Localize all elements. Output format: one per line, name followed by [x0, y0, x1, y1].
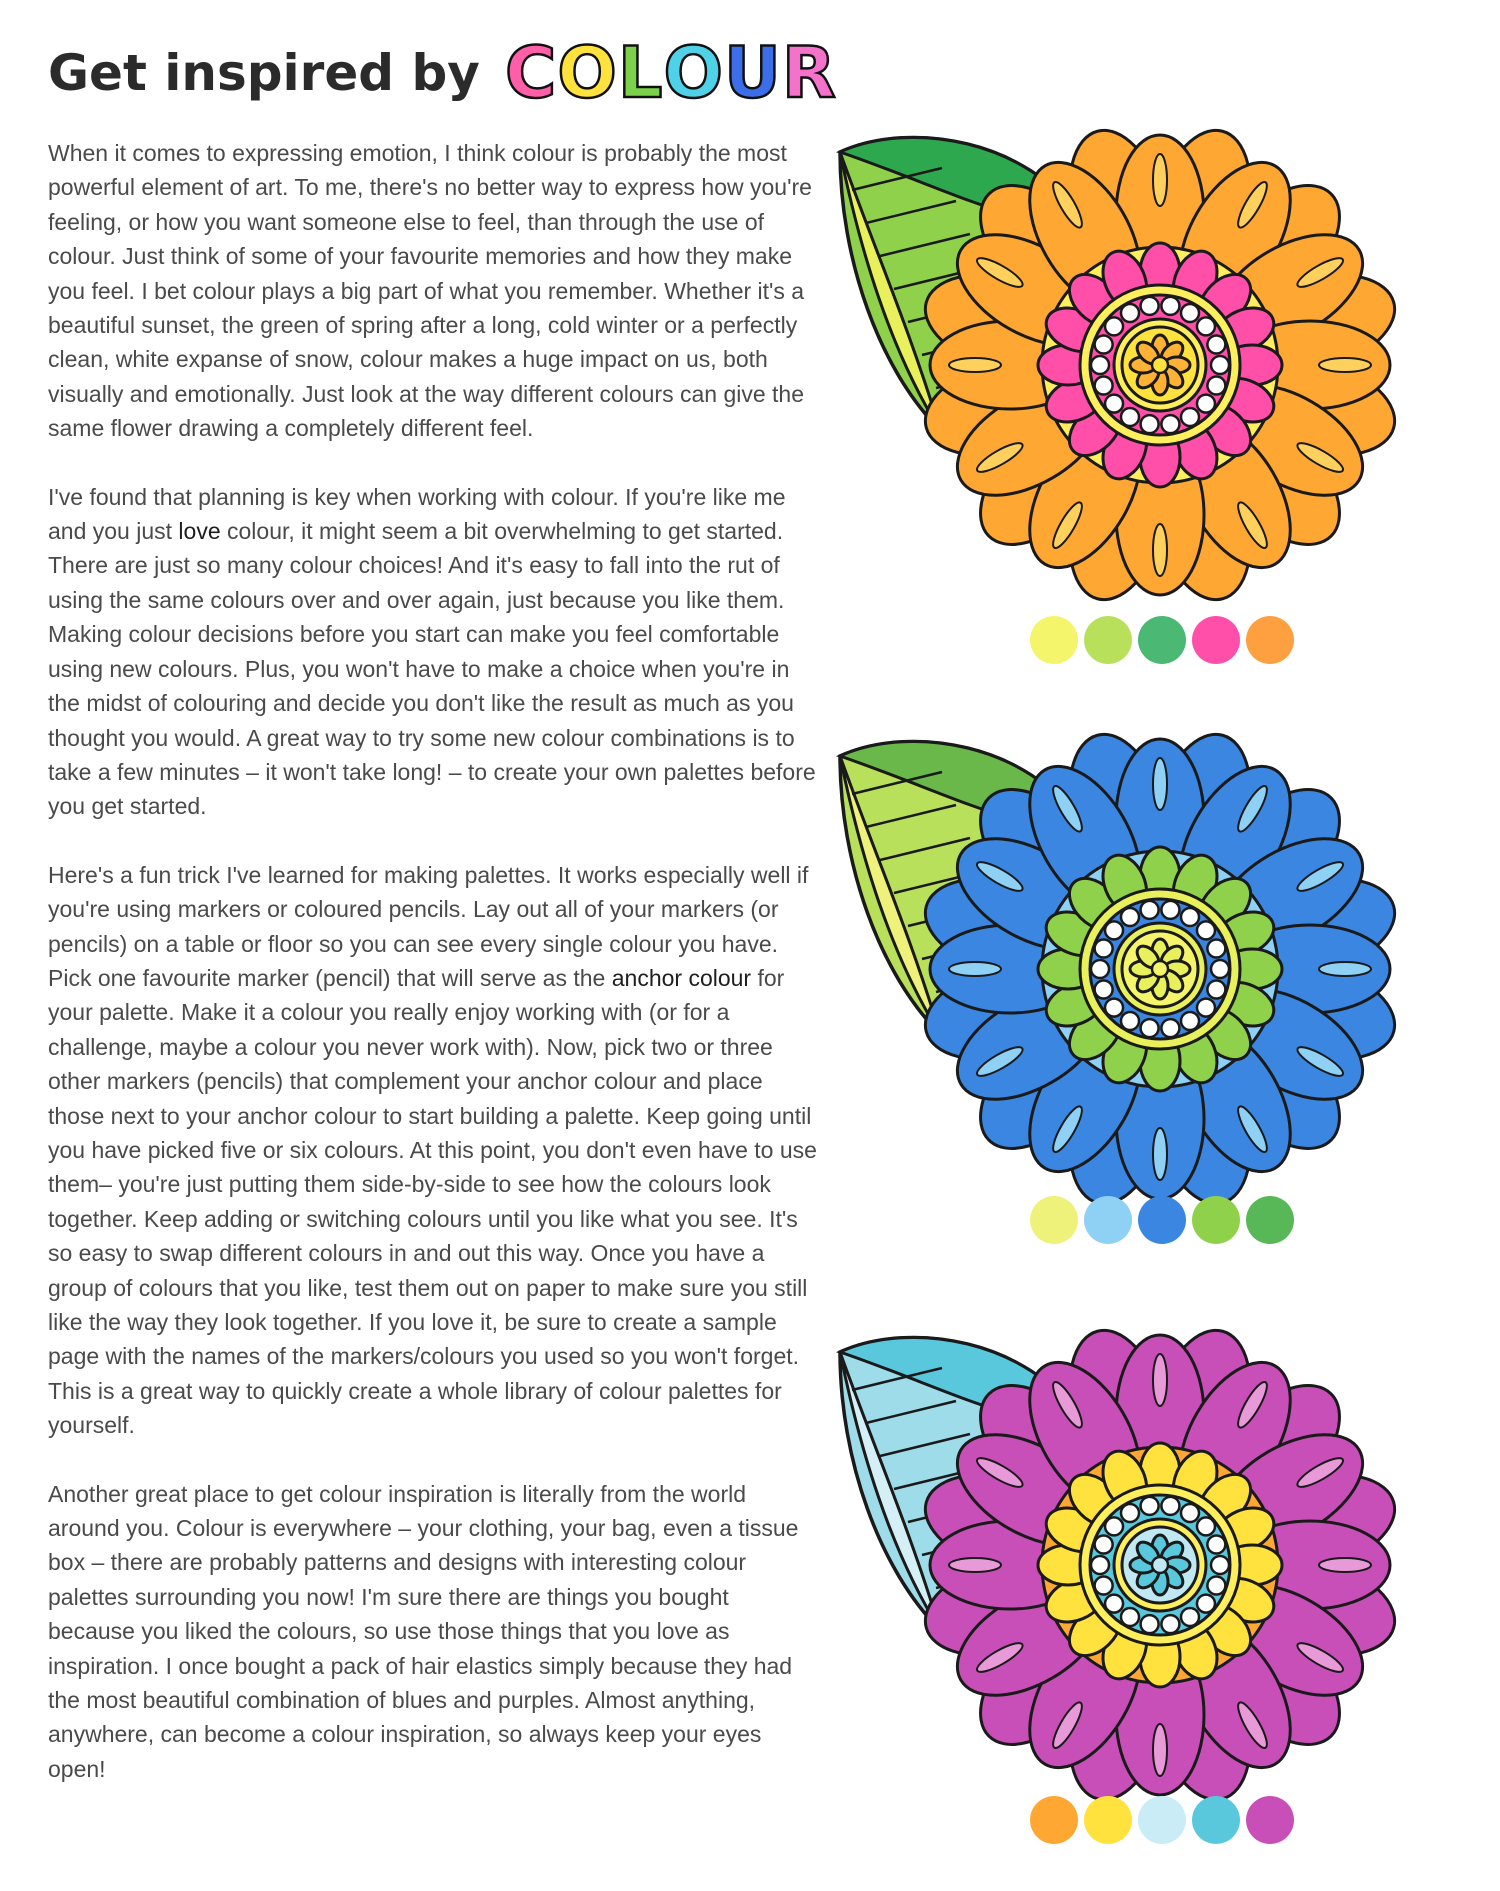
ring-dot: [1121, 408, 1139, 426]
title-letter: O: [557, 32, 618, 114]
palette-swatch: [1030, 1196, 1078, 1244]
ring-dot: [1095, 377, 1113, 395]
palette-swatch: [1084, 1196, 1132, 1244]
ring-dot: [1197, 999, 1215, 1017]
palette-swatch: [1138, 616, 1186, 664]
title-colour-word: [504, 32, 837, 114]
ring-dot: [1197, 1595, 1215, 1613]
ring-dot: [1207, 377, 1225, 395]
ring-dot: [1121, 1504, 1139, 1522]
ring-dot: [1105, 1595, 1123, 1613]
ring-dot: [1161, 297, 1179, 315]
ring-dot: [1211, 1556, 1229, 1574]
paragraph-text: I've found that planning is key when working with colour. If you're like me and you just: [48, 483, 786, 545]
ring-dot: [1161, 1615, 1179, 1633]
ring-dot: [1211, 960, 1229, 978]
ring-dot: [1091, 960, 1109, 978]
ring-dot: [1197, 395, 1215, 413]
petal-highlight: [1153, 1354, 1167, 1406]
paragraph-trick: [48, 858, 818, 1443]
ring-dot: [1121, 1012, 1139, 1030]
flower-illustration-orange: [820, 100, 1400, 620]
ring-dot: [1181, 1012, 1199, 1030]
title-letter: C: [504, 32, 558, 114]
ring-dot: [1197, 921, 1215, 939]
palette-swatch: [1138, 1196, 1186, 1244]
paragraph-text: colour, it might seem a bit overwhelming to get started. There are just so many colour choices! And it's easy to fall into the rut of using the same colours over and over again, just because you like them. Making colour decisions before you start can make you feel comfortable using new colours. Plus, you won't have to make a choice when you're in the midst of colouring and decide you don't like the result as much as you thought you would. A great way to try some new colour combinations is to take a few minutes – it won't take long! – to create your own palettes before you get started.: [48, 518, 816, 820]
paragraph-intro: When it comes to expressing emotion, I think colour is probably the most powerful element of art. To me, there's no better way to express how you're feeling, or how you want someone else to feel, than through the use of colour. Just think of some of your favourite memories and how they make you feel. I bet colour plays a big part of what you remember. Whether it's a beautiful sunset, the green of spring after a long, cold winter or a perfectly clean, white expanse of snow, colour makes a huge impact on us, both visually and emotionally. Just look at the way different colours can give the same flower drawing a completely different feel.: [48, 140, 812, 442]
ring-dot: [1105, 395, 1123, 413]
palette-swatch: [1084, 1796, 1132, 1844]
ring-dot: [1095, 981, 1113, 999]
ring-dot: [1141, 415, 1159, 433]
ring-dot: [1161, 1019, 1179, 1037]
center-dot: [1152, 357, 1168, 373]
ring-dot: [1211, 356, 1229, 374]
ring-dot: [1207, 335, 1225, 353]
petal-highlight: [1319, 358, 1371, 372]
ring-dot: [1121, 304, 1139, 322]
ring-dot: [1207, 1577, 1225, 1595]
paragraph-text: for your palette. Make it a colour you really enjoy working with (or for a challenge, maybe a colour you never work with). Now, pick two or three other markers (pencils) that complement your anchor colour and place those next to your anchor colour to start building a palette. Keep going until you have picked five or six colours. At this point, you don't even have to use them– you're just putting them side-by-side to see how the colours look together. Keep adding or switching colours until you like what you see. It's so easy to swap different colours in and out this way. Once you have a group of colours that you like, test them out on paper to make sure you still like the way they look together. If you love it, be sure to create a sample page with the names of the markers/colours you used so you won't forget. This is a great way to quickly create a whole library of colour palettes for yourself.: [48, 964, 817, 1439]
paragraph-planning: [48, 480, 818, 824]
palette-swatch: [1030, 1796, 1078, 1844]
petal-highlight: [1153, 1128, 1167, 1180]
ring-dot: [1181, 304, 1199, 322]
petal-highlight: [949, 962, 1001, 976]
ring-dot: [1121, 908, 1139, 926]
page-title: [48, 32, 837, 114]
ring-dot: [1105, 317, 1123, 335]
palette-swatch: [1138, 1796, 1186, 1844]
ring-dot: [1141, 901, 1159, 919]
paragraph-inspiration: Another great place to get colour inspiration is literally from the world around you. Colour is everywhere – your clothing, your bag, even a tissue box – there are probably patterns and designs with interesting colour palettes surrounding you now! I'm sure there are things you bought because you liked the colours, so use those things that you love as inspiration. I once bought a pack of hair elastics simply because they had the most beautiful combination of blues and purples. Almost anything, anywhere, can become a colour inspiration, so always keep your eyes open!: [48, 1480, 799, 1782]
ring-dot: [1181, 1504, 1199, 1522]
palette-pink: [1030, 1796, 1294, 1844]
title-letter: O: [663, 32, 724, 114]
palette-swatch: [1192, 1796, 1240, 1844]
center-dot: [1152, 1557, 1168, 1573]
ring-dot: [1095, 939, 1113, 957]
petal-highlight: [1153, 1724, 1167, 1776]
title-prefix: Get inspired by: [48, 44, 480, 102]
ring-dot: [1207, 939, 1225, 957]
ring-dot: [1141, 1019, 1159, 1037]
ring-dot: [1095, 1577, 1113, 1595]
ring-dot: [1105, 999, 1123, 1017]
article-body: [48, 136, 818, 1820]
ring-dot: [1121, 1608, 1139, 1626]
flower-illustration-blue: [820, 704, 1400, 1224]
petal-highlight: [1153, 524, 1167, 576]
palette-blue: [1030, 1196, 1294, 1244]
petal-highlight: [1153, 758, 1167, 810]
title-letter: U: [724, 32, 782, 114]
palette-swatch: [1192, 616, 1240, 664]
ring-dot: [1197, 317, 1215, 335]
palette-swatch: [1084, 616, 1132, 664]
petal-highlight: [1319, 1558, 1371, 1572]
ring-dot: [1141, 297, 1159, 315]
palette-swatch: [1246, 1196, 1294, 1244]
ring-dot: [1095, 1535, 1113, 1553]
ring-dot: [1207, 981, 1225, 999]
petal-highlight: [949, 1558, 1001, 1572]
ring-dot: [1091, 1556, 1109, 1574]
title-letter: L: [617, 32, 664, 114]
ring-dot: [1141, 1615, 1159, 1633]
petal-highlight: [1153, 154, 1167, 206]
ring-dot: [1197, 1517, 1215, 1535]
palette-swatch: [1192, 1196, 1240, 1244]
ring-dot: [1181, 1608, 1199, 1626]
ring-dot: [1105, 921, 1123, 939]
palette-swatch: [1246, 616, 1294, 664]
ring-dot: [1095, 335, 1113, 353]
flower-illustration-pink: [820, 1300, 1400, 1820]
ring-dot: [1161, 901, 1179, 919]
ring-dot: [1207, 1535, 1225, 1553]
ring-dot: [1161, 415, 1179, 433]
ring-dot: [1181, 408, 1199, 426]
center-dot: [1152, 961, 1168, 977]
palette-swatch: [1246, 1796, 1294, 1844]
ring-dot: [1105, 1517, 1123, 1535]
paragraph-text: Here's a fun trick I've learned for making palettes. It works especially well if you're using markers or coloured pencils. Lay out all of your markers (or pencils) on a table or floor so you can see every single colour you have. Pick one favourite marker (pencil) that will serve as the: [48, 861, 809, 991]
emphasis-love: love: [178, 518, 221, 545]
palette-orange: [1030, 616, 1294, 664]
palette-swatch: [1030, 616, 1078, 664]
ring-dot: [1161, 1497, 1179, 1515]
petal-highlight: [949, 358, 1001, 372]
title-letter: R: [781, 32, 837, 114]
emphasis-anchor-colour: anchor colour: [611, 964, 752, 991]
ring-dot: [1091, 356, 1109, 374]
ring-dot: [1141, 1497, 1159, 1515]
ring-dot: [1181, 908, 1199, 926]
petal-highlight: [1319, 962, 1371, 976]
